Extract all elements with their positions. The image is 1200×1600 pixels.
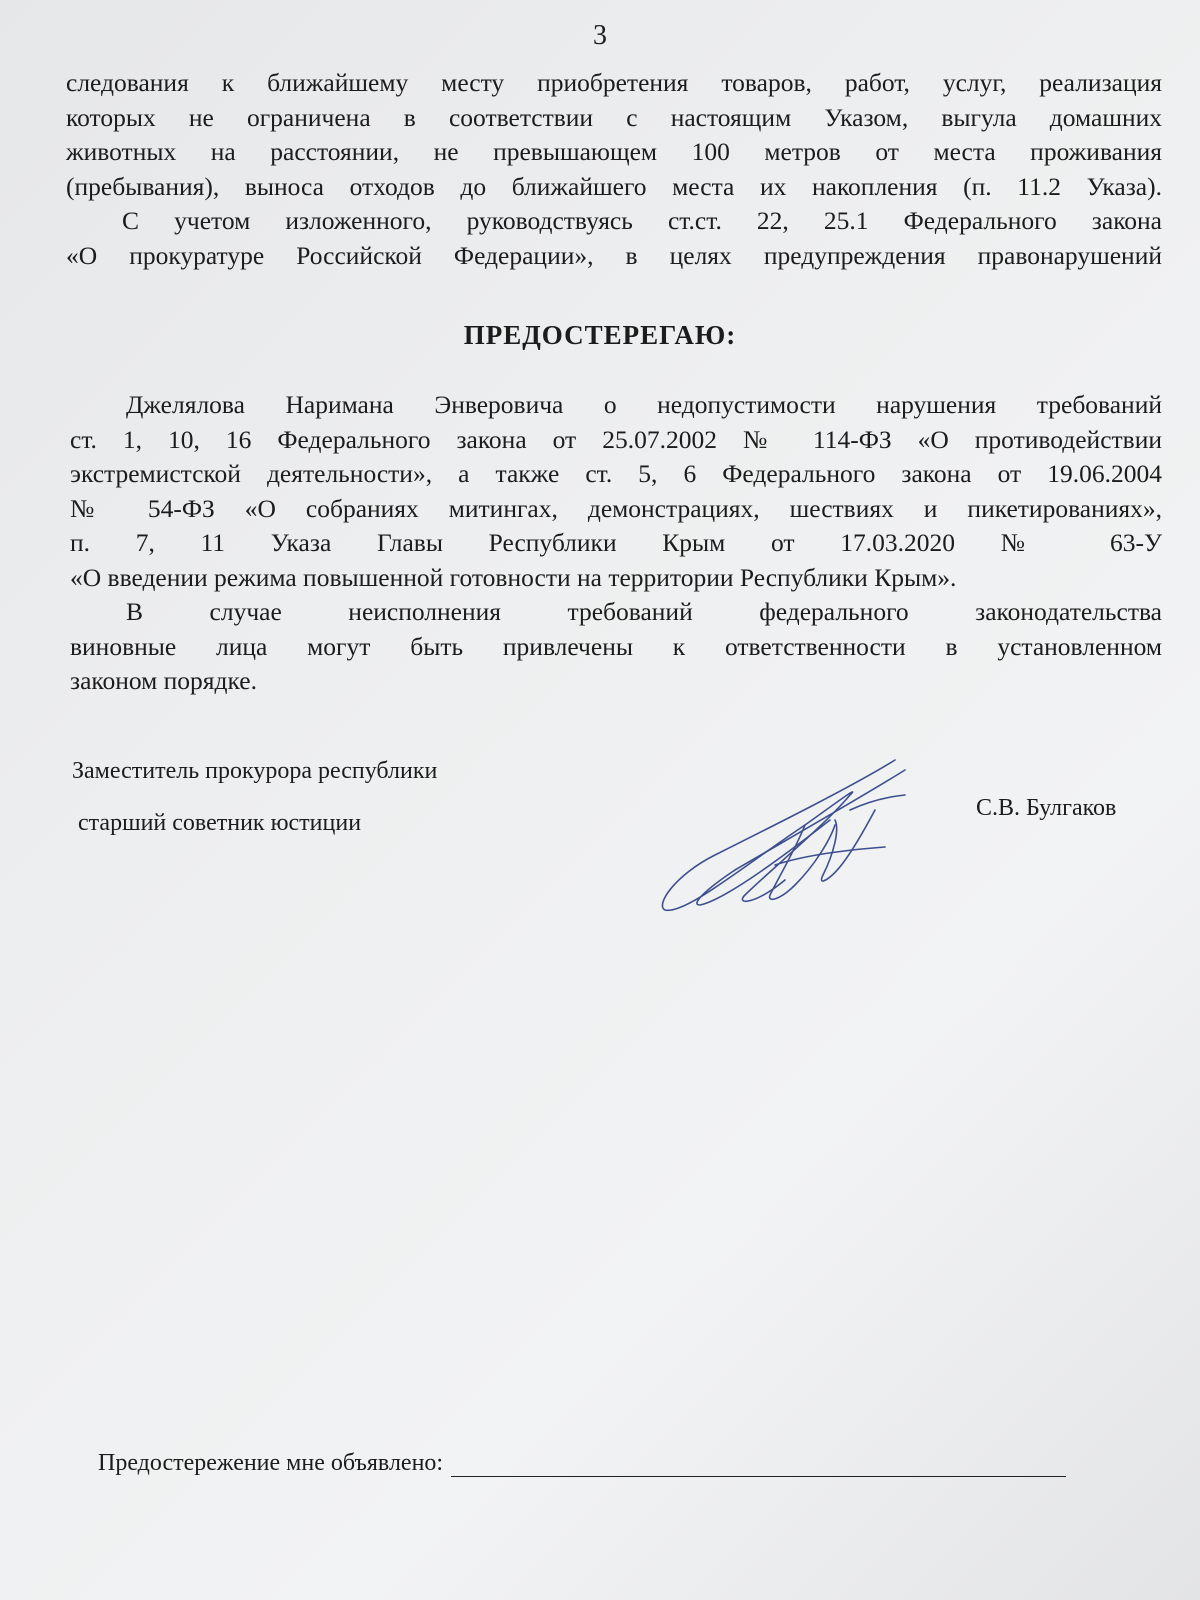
signer-name: С.В. Булгаков [976,795,1117,821]
warning-line: «О введении режима повышенной готовности на территории Республики Крым». [70,562,957,592]
warning-text [70,388,1162,699]
signer-rank: старший советник юстиции [78,810,362,836]
warning-line: экстремистской деятельности», а также ст. 5, 6 Федерального закона от 19.06.2004 [70,459,1162,488]
intro-text [66,66,1162,273]
acknowledgement-signature-line [451,1456,1066,1477]
intro-line: следования к ближайшему месту приобретения товаров, работ, услуг, реализация [66,68,1162,97]
basis-line: «О прокуратуре Российской Федерации», в целях предупреждения правонарушений [66,240,1162,270]
acknowledgement-label: Предостережение мне объявлено: [98,1450,444,1476]
warning-heading: ПРЕДОСТЕРЕГАЮ: [463,320,737,350]
handwritten-signature [655,755,940,915]
warning-line: Джелялова Наримана Энверовича о недопустимости нарушения требований [126,390,1162,419]
consequence-line: законом порядке. [70,666,257,695]
intro-line: животных на расстоянии, не превышающем 100 метров от места проживания [66,137,1162,166]
warning-line: ст. 1, 10, 16 Федерального закона от 25.07.2002 № 114-ФЗ «О противодействии [70,424,1162,454]
consequence-line: виновные лица могут быть привлечены к ответственности в установленном [70,631,1162,661]
signature-strokes [662,760,905,910]
signer-position: Заместитель прокурора республики [72,758,438,784]
consequence-line: В случае неисполнения требований федерального законодательства [126,597,1162,626]
basis-line: С учетом изложенного, руководствуясь ст.ст. 22, 25.1 Федерального закона [122,206,1162,235]
warning-line: № 54-ФЗ «О собраниях митингах, демонстрациях, шествиях и пикетированиях», [70,493,1162,523]
intro-line: которых не ограничена в соответствии с настоящим Указом, выгула домашних [66,102,1162,132]
acknowledgement [98,1450,1066,1477]
page-number: 3 [593,20,607,51]
intro-line: (пребывания), выноса отходов до ближайшего места их накопления (п. 11.2 Указа). [66,171,1162,201]
warning-line: п. 7, 11 Указа Главы Республики Крым от 17.03.2020 № 63-У [70,528,1162,557]
